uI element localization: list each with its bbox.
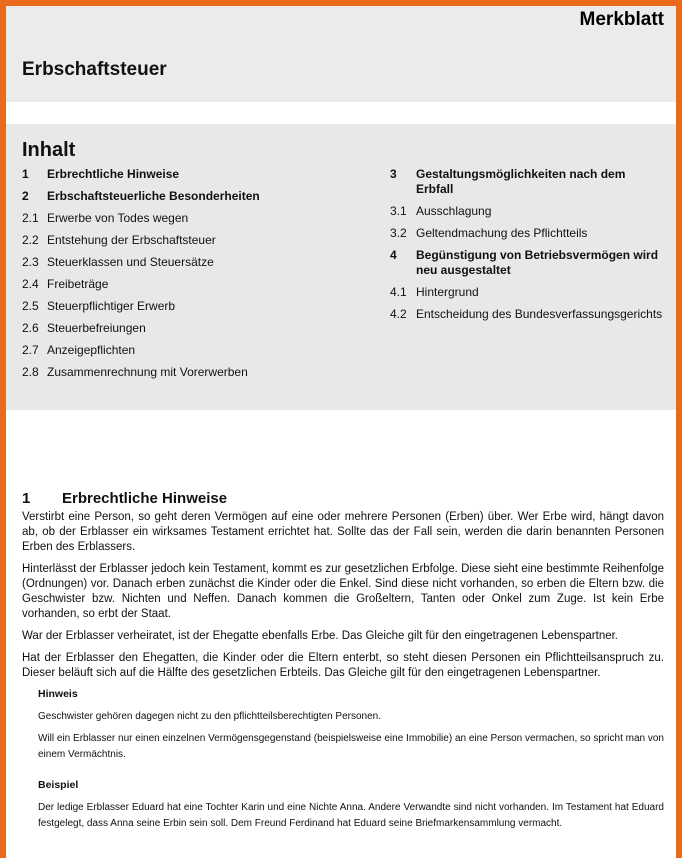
document-page — [6, 6, 676, 858]
toc-entry-number: 4 — [390, 248, 397, 262]
toc-entry-number: 2.6 — [22, 321, 39, 335]
hinweis-label: Hinweis — [38, 688, 78, 700]
toc-entry[interactable] — [22, 321, 362, 336]
toc-entry[interactable] — [390, 204, 666, 219]
toc-entry-label: Ausschlagung — [416, 204, 492, 218]
toc-entry[interactable] — [390, 307, 666, 322]
toc-entry-label: Steuerklassen und Steuersätze — [47, 255, 214, 269]
toc-entry-number: 1 — [22, 167, 29, 181]
toc-entry-label: Geltendmachung des Pflichtteils — [416, 226, 588, 240]
toc-entry-number: 2 — [22, 189, 29, 203]
toc-entry-number: 2.8 — [22, 365, 39, 379]
toc-entry-number: 2.7 — [22, 343, 39, 357]
toc-entry[interactable] — [22, 167, 362, 182]
toc-entry-number: 2.4 — [22, 277, 39, 291]
toc-left-column — [22, 167, 362, 387]
toc-entry[interactable] — [22, 189, 362, 204]
toc-entry-number: 2.5 — [22, 299, 39, 313]
toc-entry-number: 2.3 — [22, 255, 39, 269]
header-band — [6, 6, 676, 102]
toc-entry-label: Entstehung der Erbschaftsteuer — [47, 233, 216, 247]
toc-entry-label: Zusammenrechnung mit Vorerwerben — [47, 365, 248, 379]
toc-entry[interactable] — [22, 211, 362, 226]
toc-entry-label: Entscheidung des Bundesverfassungsgerichts — [416, 307, 663, 321]
paragraph: Hinterlässt der Erblasser jedoch kein Testament, kommt es zur gesetzlichen Erbfolge. Diese sieht eine bestimmte Reihenfolge (Ordnungen) vor. Danach erben zunächst die Kinder oder die Enkel. Sind diese nicht vorhanden, so erben die Eltern bzw. die Geschwister bzw. Nichten und Neffen. Danach kommen die Großeltern, Tanten oder Onkel zum Zuge. Ist kein Erbe vorhanden, so erbt der Staat. — [22, 563, 664, 620]
toc-entry[interactable] — [22, 299, 362, 314]
section-number: 1 — [22, 490, 31, 507]
toc-entry-number: 4.2 — [390, 307, 407, 321]
toc-heading: Inhalt — [22, 139, 76, 161]
toc-entry[interactable] — [22, 255, 362, 270]
document-kind: Merkblatt — [579, 9, 664, 30]
section-1 — [22, 490, 664, 838]
paragraph: Verstirbt eine Person, so geht deren Vermögen auf eine oder mehrere Personen (Erben) über. Wer Erbe wird, hängt davon ab, ob der Erblasser ein wirksames Testament errichtet hat. Sollte das der Fall sein, werden die darin benannten Personen Erben des Erblassers. — [22, 511, 664, 553]
toc-entry[interactable] — [22, 277, 362, 292]
beispiel-paragraph: Der ledige Erblasser Eduard hat eine Tochter Karin und eine Nichte Anna. Andere Verwandte sind nicht vorhanden. Im Testament hat Eduard festgelegt, dass Anna seine Erbin sein soll. Dem Freund Ferdinand hat Eduard seine Briefmarkensammlung vermacht. — [38, 802, 664, 829]
toc-entry[interactable] — [390, 248, 666, 278]
toc-entry-label: Hintergrund — [416, 285, 479, 299]
toc-entry-number: 2.2 — [22, 233, 39, 247]
paragraph: Hat der Erblasser den Ehegatten, die Kinder oder die Eltern enterbt, so steht diesen Personen ein Pflichtteilsanspruch zu. Dieser beläuft sich auf die Hälfte des gesetzlichen Erbteils. Das Gleiche gilt für den eingetragenen Lebenspartner. — [22, 652, 664, 679]
paragraph: War der Erblasser verheiratet, ist der Ehegatte ebenfalls Erbe. Das Gleiche gilt für den eingetragenen Lebenspartner. — [22, 630, 618, 642]
toc-entry[interactable] — [390, 226, 666, 241]
hinweis-paragraph: Geschwister gehören dagegen nicht zu den pflichtteilsberechtigten Personen. — [38, 711, 381, 722]
beispiel-label: Beispiel — [38, 779, 79, 791]
toc-entry-label: Gestaltungsmöglichkeiten nach dem Erbfall — [416, 167, 626, 196]
hinweis-paragraph: Will ein Erblasser nur einen einzelnen Vermögensgegenstand (beispielsweise eine Immobilie) an eine Person vermachen, so spricht man von einem Vermächtnis. — [38, 733, 664, 760]
toc-right-column — [390, 167, 666, 329]
toc-entry-label: Erwerbe von Todes wegen — [47, 211, 189, 225]
toc-entry[interactable] — [22, 233, 362, 248]
toc-entry[interactable] — [390, 285, 666, 300]
toc-entry-label: Steuerbefreiungen — [47, 321, 146, 335]
toc-entry-label: Steuerpflichtiger Erwerb — [47, 299, 176, 313]
toc-entry[interactable] — [22, 343, 362, 358]
toc-entry-label: Freibeträge — [47, 277, 109, 291]
toc-entry[interactable] — [390, 167, 666, 197]
hinweis-box — [22, 688, 664, 832]
section-title: Erbrechtliche Hinweise — [62, 490, 228, 507]
toc-entry-number: 3.2 — [390, 226, 407, 240]
toc-entry-label: Erbschaftsteuerliche Besonderheiten — [47, 189, 260, 203]
toc-entry-number: 3 — [390, 167, 397, 181]
toc-entry-label: Erbrechtliche Hinweise — [47, 167, 180, 181]
toc-entry-number: 4.1 — [390, 285, 407, 299]
toc-entry-number: 3.1 — [390, 204, 407, 218]
document-title: Erbschaftsteuer — [22, 59, 167, 80]
toc-entry[interactable] — [22, 365, 362, 380]
toc-entry-number: 2.1 — [22, 211, 39, 225]
toc-entry-label: Begünstigung von Betriebsvermögen wird neu ausgestaltet — [416, 248, 659, 277]
toc-entry-label: Anzeigepflichten — [47, 343, 136, 357]
section-heading — [22, 490, 664, 507]
